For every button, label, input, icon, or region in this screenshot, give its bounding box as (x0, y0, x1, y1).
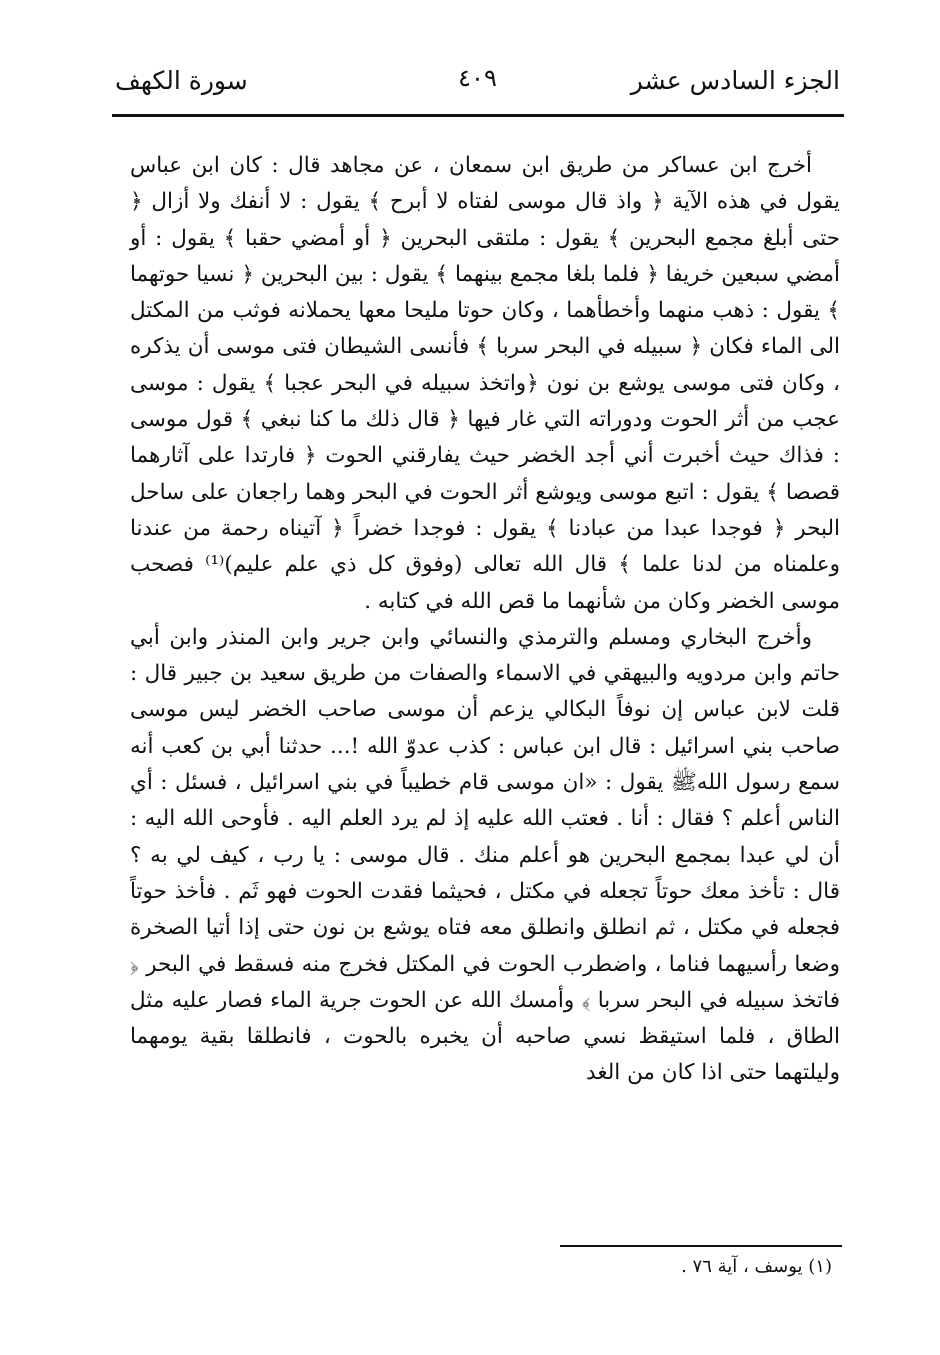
surah-title: سورة الكهف (115, 66, 248, 95)
header-divider (112, 114, 844, 117)
paragraph-1: أخرج ابن عساكر من طريق ابن سمعان ، عن مجاهد قال : كان ابن عباس يقول في هذه الآية ﴿ واذ قال موسى لفتاه لا أبرح ﴾ يقول : لا أنفك ولا أزال ﴿ حتى أبلغ مجمع البحرين ﴾ يقول : ملتقى البحرين ﴿ أو أمضي حقبا ﴾ يقول : أو أمضي سبعين خريفا ﴿ فلما بلغا مجمع بينهما ﴾ يقول : بين البحرين ﴿ نسيا حوتهما ﴾ يقول : ذهب منهما وأخطأهما ، وكان حوتا مليحا معها يحملانه فوثب من المكتل الى الماء فكان ﴿ سبيله في البحر سربا ﴾ فأنسى الشيطان فتى موسى أن يذكره ، وكان فتى موسى يوشع بن نون ﴿واتخذ سبيله في البحر عجبا ﴾ يقول : موسى عجب من أثر الحوت ودوراته التي غار فيها ﴿ قال ذلك ما كنا نبغي ﴾ قول موسى : فذاك حيث أخبرت أني أجد الخضر حيث يفارقني الحوت ﴿ فارتدا على آثارهما قصصا ﴾ يقول : اتبع موسى ويوشع أثر الحوت في البحر وهما راجعان على ساحل البحر ﴿ فوجدا عبدا من عبادنا ﴾ يقول : فوجدا خضراً ﴿ آتيناه رحمة من عندنا وعلمناه من لدنا علما ﴾ قال الله تعالى (وفوق كل ذي علم عليم)⁽¹⁾ فصحب موسى الخضر وكان من شأنهما ما قص الله في كتابه . (130, 153, 840, 614)
part-title: الجزء السادس عشر (630, 66, 840, 95)
running-header (115, 62, 840, 108)
page-number: ٤٠٩ (458, 64, 497, 92)
footnote-divider (560, 1245, 842, 1247)
main-text (130, 148, 840, 1092)
paragraph-2: وأخرج البخاري ومسلم والترمذي والنسائي وابن جرير وابن المنذر وابن أبي حاتم وابن مردويه والبيهقي في الاسماء والصفات من طريق سعيد بن جبير قال : قلت لابن عباس إن نوفاً البكالي يزعم أن موسى صاحب الخضر ليس موسى صاحب بني اسرائيل : قال ابن عباس : كذب عدوّ الله !... حدثنا أبي بن كعب أنه سمع رسول اللهﷺ يقول : «ان موسى قام خطيباً في بني اسرائيل ، فسئل : أي الناس أعلم ؟ فقال : أنا . فعتب الله عليه إذ لم يرد العلم اليه . فأوحى الله اليه : أن لي عبدا بمجمع البحرين هو أعلم منك . قال موسى : يا رب ، كيف لي به ؟ قال : تأخذ معك حوتاً تجعله في مكتل ، فحيثما فقدت الحوت فهو ثَم . فأخذ حوتاً فجعله في مكتل ، ثم انطلق وانطلق معه فتاه يوشع بن نون حتى إذا أتيا الصخرة وضعا رأسيهما فناما ، واضطرب الحوت في المكتل فخرج منه فسقط في البحر ﴿ فاتخذ سبيله في البحر سربا ﴾ وأمسك الله عن الحوت جرية الماء فصار عليه مثل الطاق ، فلما استيقظ نسي صاحبه أن يخبره بالحوت ، فانطلقا بقية يومهما وليلتهما حتى اذا كان من الغد (130, 624, 840, 1086)
footnote: (١) يوسف ، آية ٧٦ . (681, 1256, 832, 1277)
